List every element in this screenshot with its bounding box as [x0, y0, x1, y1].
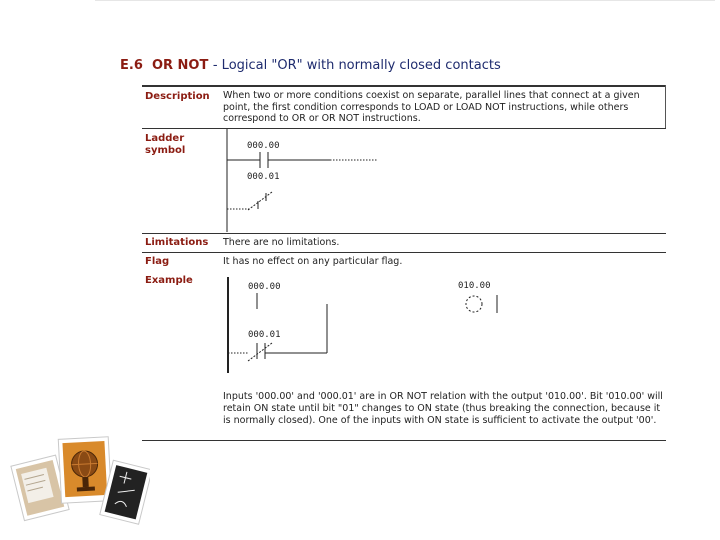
example-input-2-address: 000.01 — [248, 330, 281, 340]
limitations-text: There are no limitations. — [223, 237, 340, 248]
ladder-label — [145, 133, 185, 157]
example-output-address: 010.00 — [458, 281, 491, 291]
contact-2-address: 000.01 — [247, 172, 280, 182]
flag-text: It has no effect on any particular flag. — [223, 256, 403, 267]
section-subtitle: - Logical "OR" with normally closed contacts — [212, 58, 501, 73]
contact-2-nc-slash — [248, 192, 272, 210]
section-name: OR NOT — [151, 58, 209, 73]
ladder-label-line2: symbol — [145, 145, 186, 156]
contact-1-address: 000.00 — [247, 141, 280, 151]
limitations-label: Limitations — [145, 237, 209, 248]
example-output-coil — [466, 296, 482, 312]
description-label: Description — [145, 91, 210, 102]
table-right-border — [665, 85, 666, 128]
table-bottom-rule — [142, 440, 666, 441]
description-text: When two or more conditions coexist on separate, parallel lines that connect at a given point, the first condition corresponds to LOAD or LOAD NOT instructions, while others correspond to OR or OR NOT instructions. — [223, 90, 640, 125]
example-label: Example — [145, 275, 193, 286]
row-divider — [142, 233, 666, 234]
instruction-table — [142, 85, 666, 441]
row-divider — [142, 252, 666, 253]
photo-globe — [58, 437, 111, 504]
example-input-1-address: 000.00 — [248, 282, 281, 292]
ladder-label-line1: Ladder — [145, 133, 185, 144]
example-contact-2-nc-slash — [248, 343, 272, 361]
example-ladder-diagram — [220, 277, 510, 377]
flag-label: Flag — [145, 256, 170, 267]
photo-collage-icon — [10, 432, 150, 527]
example-text: Inputs '000.00' and '000.01' are in OR NOT relation with the output '010.00'. Bit '010.00' will retain ON state until bit "01" changes to ON state (thus breaking the connection, because it is normally closed). One of the inputs with ON state is sufficient to activate the output '00'. — [223, 391, 663, 426]
top-border — [95, 0, 715, 1]
ladder-symbol-diagram — [222, 129, 422, 233]
section-title — [120, 58, 501, 73]
section-number: E.6 — [120, 58, 143, 73]
table-top-rule — [142, 85, 666, 87]
